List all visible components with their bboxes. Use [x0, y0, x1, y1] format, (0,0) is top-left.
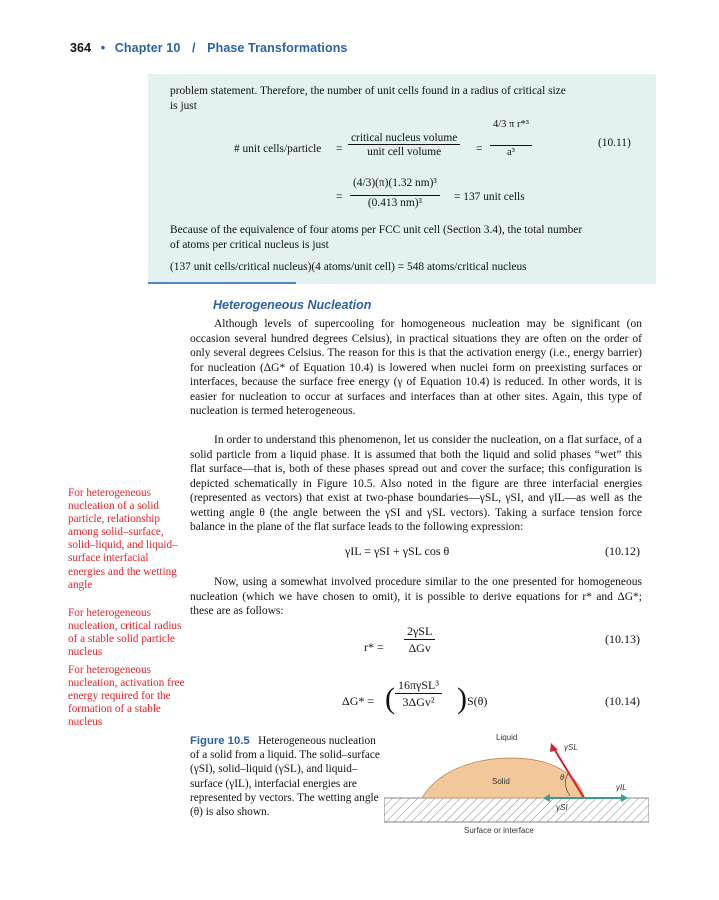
margin-note-1: For heterogeneous nucleation of a solid particle, relationship among solid–surface, solid–liquid, and liquid–surface interfacial energies and the wetting angle [68, 487, 178, 591]
example-para2-line2: of atoms per critical nucleus is just [170, 238, 329, 251]
liquid-label: Liquid [496, 733, 518, 742]
gamma-sl-arrowhead [550, 743, 558, 752]
eq-lhs: # unit cells/particle [234, 143, 322, 155]
figure-caption-text: Heterogeneous nucleation of a solid from a liquid. The solid–surface (γSI), solid–liquid (γSL), and liquid–surface (γIL), interfacial energies are represented by vectors. The wetting angle (θ) is also shown. [190, 735, 380, 819]
body-paragraph-2 [190, 433, 642, 535]
equation-10-12: γIL = γSI + γSL cos θ [345, 544, 450, 558]
example-problem-box [148, 74, 656, 284]
paragraph-3-text: Now, using a somewhat involved procedure similar to the one presented for homogeneous nucleation (which we have chosen to omit), it is possible to derive equations for r* and ΔG*; these are as follows: [190, 576, 642, 618]
eq-1013-den: ΔGv [404, 639, 435, 656]
eq-1014-lparen: ( [385, 682, 395, 715]
eq-1014-lhs: ΔG* = [342, 694, 375, 708]
eq-1014-rparen: ) [457, 682, 467, 715]
eq-1014-tail: S(θ) [467, 694, 488, 708]
eq-1013-lhs: r* = [364, 640, 384, 654]
paragraph-2-text: In order to understand this phenomenon, let us consider the nucleation, on a flat surface, of a solid particle from a liquid phase. It is assumed that both the liquid and solid phases “wet” this flat surface—that is, both of these phases spread out and cover the surface; this configuration is depicted schematically in Figure 10.5. Also noted in the figure are three interfacial energies (represented as vectors) that exist at two-phase boundaries—γSL, γSI, and γIL—as well as the wetting angle θ (the angle between the γSI and γSL vectors). Taking a surface tension force balance in the plane of the flat surface leads to the following expression: [190, 434, 642, 534]
margin-note-3: For heterogeneous nucleation, activation free energy required for the formation of a stable nucleus [68, 664, 185, 729]
eq-1013-frac [404, 624, 435, 656]
eq-line2-den: (0.413 nm)³ [350, 195, 440, 209]
eq-1014-frac [395, 678, 442, 710]
eq-number-10-11: (10.11) [598, 137, 631, 149]
substrate-surface [384, 798, 649, 822]
eq-equals-1: = [336, 143, 343, 155]
eq-number-10-14: (10.14) [605, 694, 640, 708]
gamma-si-label: γSI [556, 803, 568, 812]
figure-label: Figure 10.5 [190, 735, 250, 747]
eq-line2-result: = 137 unit cells [454, 191, 525, 203]
eq-1013-num: 2γSL [407, 624, 433, 638]
figure-10-5 [384, 730, 649, 840]
eq-number-10-12: (10.12) [605, 544, 640, 558]
example-box-rule [148, 282, 296, 284]
example-final-line: (137 unit cells/critical nucleus)(4 atoms/unit cell) = 548 atoms/critical nucleus [170, 261, 527, 273]
figure-caption [190, 734, 380, 819]
example-intro [170, 84, 638, 113]
body-paragraph-1 [190, 317, 642, 419]
example-intro-line2: is just [170, 99, 197, 112]
eq-frac-numeric [350, 167, 440, 209]
example-para2-line1: Because of the equivalence of four atoms per FCC unit cell (Section 3.4), the total number [170, 224, 583, 236]
surface-label: Surface or interface [464, 826, 534, 835]
eq-1014-den: 3ΔGv² [395, 693, 442, 710]
header-slash: / [191, 41, 196, 55]
eq-frac2-num: 4/3 π r*³ [493, 119, 529, 130]
theta-label: θ [560, 773, 565, 782]
margin-note-2: For heterogeneous nucleation, critical radius of a stable solid particle nucleus [68, 607, 182, 659]
section-title: Heterogeneous Nucleation [213, 298, 372, 312]
eq-frac2-den: a³ [490, 145, 532, 158]
gamma-sl-label: γSL [564, 743, 578, 752]
eq-frac1-num: critical nucleus volume [351, 132, 458, 144]
header-separator: • [100, 41, 106, 55]
eq-1014-num: 16πγSL³ [398, 678, 439, 692]
chapter-title: Phase Transformations [207, 41, 348, 55]
example-para2 [170, 223, 638, 252]
chapter-label: Chapter 10 [114, 41, 181, 55]
eq-frac1-den: unit cell volume [348, 144, 460, 158]
solid-label: Solid [492, 777, 510, 786]
eq-equals-2: = [476, 143, 483, 155]
running-header [70, 41, 347, 55]
eq-frac-geometric [490, 118, 532, 158]
example-intro-line1: problem statement. Therefore, the number of unit cells found in a radius of critical size [170, 85, 566, 97]
eq-frac-volumes [348, 132, 460, 158]
eq-number-10-13: (10.13) [605, 632, 640, 646]
eq-line2-num: (4/3)(π)(1.32 nm)³ [353, 177, 437, 189]
gamma-il-label: γIL [616, 783, 627, 792]
eq-equals-3: = [336, 191, 343, 203]
page-number: 364 [70, 41, 92, 55]
body-paragraph-3 [190, 575, 642, 619]
paragraph-1-text: Although levels of supercooling for homogeneous nucleation may be significant (on occasion several hundred degrees Celsius), in practical situations they are often on the order of only several degrees Celsius. The reason for this is that the activation energy (i.e., energy barrier) for nucleation (ΔG* of Equation 10.4) is lowered when nuclei form on preexisting surfaces or interfaces, because the surface free energy (γ of Equation 10.4) is reduced. In other words, it is easier for nucleation to occur at surfaces and interfaces than at other sites. Again, this type of nucleation is termed heterogeneous. [190, 318, 642, 418]
